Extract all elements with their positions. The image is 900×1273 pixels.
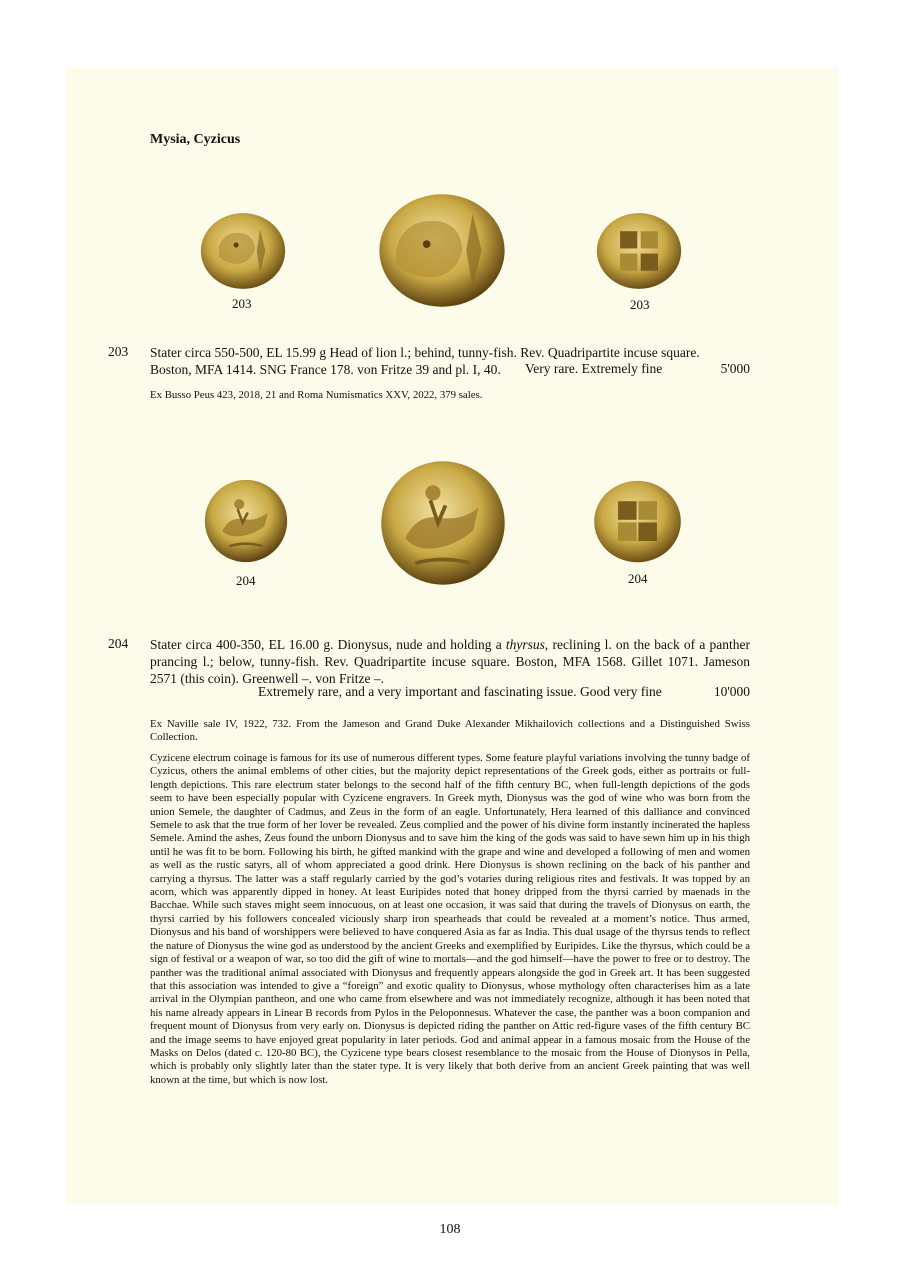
lot-number-204: 204 bbox=[108, 636, 129, 651]
lot-204-desc-italic: thyrsus bbox=[505, 637, 545, 652]
lot-203-estimate: 5'000 bbox=[720, 361, 750, 376]
coin-204-obverse-small bbox=[204, 478, 288, 564]
lot-203-provenance: Ex Busso Peus 423, 2018, 21 and Roma Numismatics XXV, 2022, 379 sales. bbox=[150, 389, 483, 401]
lot-203-line-1: Stater circa 550-500, EL 15.99 g Head of lion l.; behind, tunny-fish. Rev. Quadripartite incuse square. bbox=[150, 345, 700, 360]
coin-204-reverse bbox=[593, 480, 682, 564]
lot-number-203: 203 bbox=[108, 344, 129, 359]
section-heading: Mysia, Cyzicus bbox=[150, 132, 241, 147]
lot-204-essay: Cyzicene electrum coinage is famous for its use of numerous different types. Some feature playful variations involving the tunny badge of Cyzicus, others the animal emblems of other cities, but the majority depict representations of the Greek gods, either as portraits or full-length depictions. This rare electrum stater belongs to the second half of the fifth century BC, when full-length depictions of the gods seem to have been especially popular with Cyzicene engravers. In Greek myth, Dionysus was the god of wine who was born from the union Semele, the daughter of Cadmus, and Zeus in the form of an eagle. Unfortunately, Hera learned of this dalliance and convinced Semele to ask that the true form of her lover be revealed. Zeus complied and the power of his divine form instantly incinerated the hapless Semele. Amind the ashes, Zeus found the unborn Dionysus and to save him the king of the gods was said to have sewn him up in his thigh until he was fit to be born. Following his birth, he gifted mankind with the grape and wine and developed a following of men and women as well as the rustic satyrs, all of whom appreciated a good drink. Here Dionysus is shown reclining on the back of his panther and carrying a thyrsus. The latter was a staff regularly carried by the god’s votaries during religious rites and festivals. It was topped by an acorn, which was apparently dipped in honey. At least Euripides noted that honey dripped from the thyrsi carried by maenads in the Bacchae. While such staves might seem innocuous, on at least one occasion, it was said that during the travels of Dionysus on earth, the thyrsi carried by his followers concealed viciously sharp iron spearheads that could be revealed at a moment’s notice. Thus armed, Dionysus and his band of worshippers were believed to have conquered Asia as far as India. This dual usage of the thyrsus tends to reflect the nature of Dionysus the wine god as understood by the ancient Greeks and exemplified by Euripides. Like the thyrsus, which could be a sign of festival or a weapon of war, so too did the gift of wine to mortals—and the god himself—have the power to free or to destroy. The panther was the traditional animal associated with Dionysus and frequently appears alongside the god in Greek art. It has been suggested that this association was intended to give a “foreign” and exotic quality to Dionysus, whose mythology often characterises him as a late arrival in the Olympian pantheon, and one who came from elsewhere and was not immediately recognize, although it has been noted that his name already appears in Linear B records from Pylos in the Peloponnesus. Whatever the case, the panther was a boon companion and frequent mount of Dionysus from very early on. Dionysus is depicted riding the panther on Attic red-figure vases of the fifth century BC and the image seems to have enjoyed great popularity in later periods. God and animal appear in a famous mosaic from the House of the Masks on Delos (dated c. 120-80 BC), the Cyzicene type bears closest resemblance to the mosaic from the House of Dionysos in Pella, which is probably only slightly later than the stater type. It is very likely that both derive from an ancient Greek painting that was well known at the time, but which is now lost. bbox=[150, 752, 750, 1086]
figure-label-203-left: 203 bbox=[232, 296, 252, 311]
coin-203-obverse-small bbox=[200, 212, 286, 290]
coin-203-reverse bbox=[596, 212, 682, 290]
lot-204-provenance: Ex Naville sale IV, 1922, 732. From the Jameson and Grand Duke Alexander Mikhailovich collections and a Distinguished Swiss Collection. bbox=[150, 718, 750, 744]
page-number: 108 bbox=[439, 1222, 461, 1237]
figure-label-203-right: 203 bbox=[630, 297, 650, 312]
lot-204-condition: Extremely rare, and a very important and fascinating issue. Good very fine bbox=[258, 684, 662, 699]
lot-204-desc-end: , reclining l. on the back of a panther prancing l.; below, tunny-fish. Rev. Quadripartite incuse square. Boston, MFA 1568. Gillet 1071. Jameson 2571 (this coin). Greenwell –. von Fritze –. bbox=[150, 637, 750, 686]
coin-203-obverse-large bbox=[378, 193, 506, 308]
lot-204-estimate: 10'000 bbox=[713, 684, 750, 699]
lot-203-line-2: Boston, MFA 1414. SNG France 178. von Fritze 39 and pl. I, 40. bbox=[150, 362, 501, 377]
lot-description-204 bbox=[150, 636, 750, 687]
figure-label-204-left: 204 bbox=[236, 573, 256, 588]
figure-label-204-right: 204 bbox=[628, 571, 648, 586]
lot-204-desc-start: Stater circa 400-350, EL 16.00 g. Dionysus, nude and holding a bbox=[150, 637, 506, 652]
coin-204-obverse-large bbox=[380, 458, 506, 588]
lot-203-condition: Very rare. Extremely fine bbox=[525, 361, 663, 376]
